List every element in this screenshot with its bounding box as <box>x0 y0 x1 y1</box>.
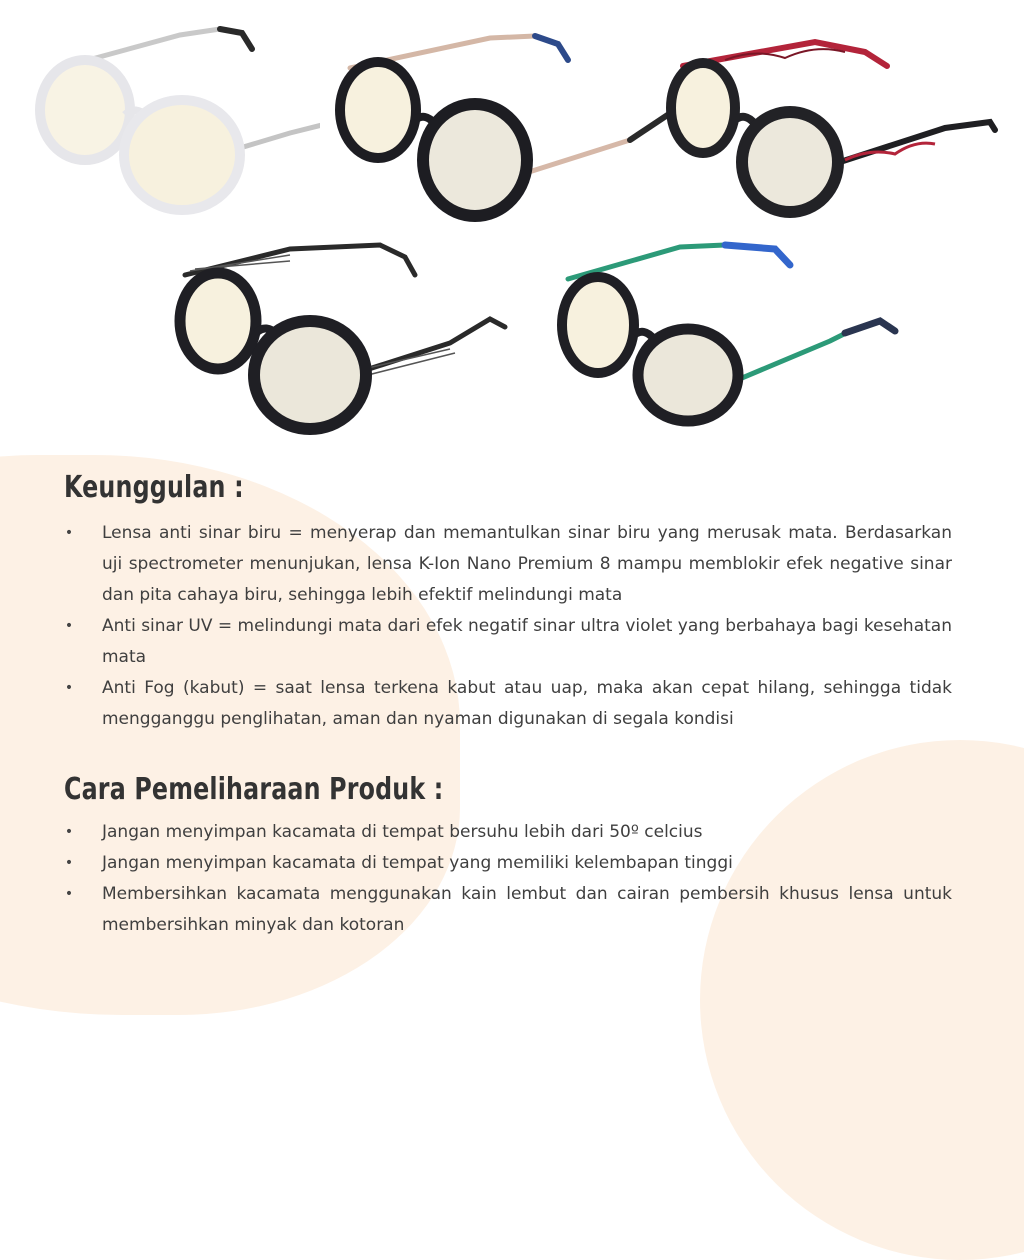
bullet-icon: • <box>64 618 74 634</box>
keunggulan-heading: Keunggulan : <box>64 470 244 505</box>
eyeglasses-black-rosegold-image <box>330 20 690 230</box>
keunggulan-list <box>64 518 952 735</box>
list-item-text: Membersihkan kacamata menggunakan kain lembut dan cairan pembersih khusus lensa untuk membersihkan minyak dan kotoran <box>102 884 952 935</box>
list-item-text: Anti sinar UV = melindungi mata dari efek negatif sinar ultra violet yang berbahaya bagi kesehatan mata <box>102 616 952 667</box>
bullet-icon: • <box>64 855 74 871</box>
pemeliharaan-list <box>64 817 952 941</box>
eyeglasses-black-red-image <box>665 30 1005 220</box>
product-gallery <box>0 0 1024 440</box>
list-item-text: Anti Fog (kabut) = saat lensa terkena kabut atau uap, maka akan cepat hilang, sehingga tidak mengganggu penglihatan, aman dan nyaman digunakan di segala kondisi <box>102 678 952 729</box>
bullet-icon: • <box>64 525 74 541</box>
list-item <box>64 879 952 941</box>
eyeglasses-black-green-image <box>550 235 910 430</box>
list-item-text: Jangan menyimpan kacamata di tempat yang memiliki kelembapan tinggi <box>102 853 733 873</box>
list-item-text: Jangan menyimpan kacamata di tempat bersuhu lebih dari 50º celcius <box>102 822 703 842</box>
bullet-icon: • <box>64 886 74 902</box>
eyeglasses-white-image <box>30 15 320 225</box>
list-item <box>64 518 952 611</box>
bullet-icon: • <box>64 680 74 696</box>
eyeglasses-black-mesh-image <box>170 235 530 440</box>
bullet-icon: • <box>64 824 74 840</box>
list-item <box>64 848 952 879</box>
list-item <box>64 611 952 673</box>
list-item <box>64 673 952 735</box>
cara-pemeliharaan-heading: Cara Pemeliharaan Produk : <box>64 772 444 807</box>
list-item <box>64 817 952 848</box>
list-item-text: Lensa anti sinar biru = menyerap dan memantulkan sinar biru yang merusak mata. Berdasarkan uji spectrometer menunjukan, lensa K-Ion Nano Premium 8 mampu memblokir efek negative sinar dan pita cahaya biru, sehingga lebih efektif melindungi mata <box>102 523 952 605</box>
